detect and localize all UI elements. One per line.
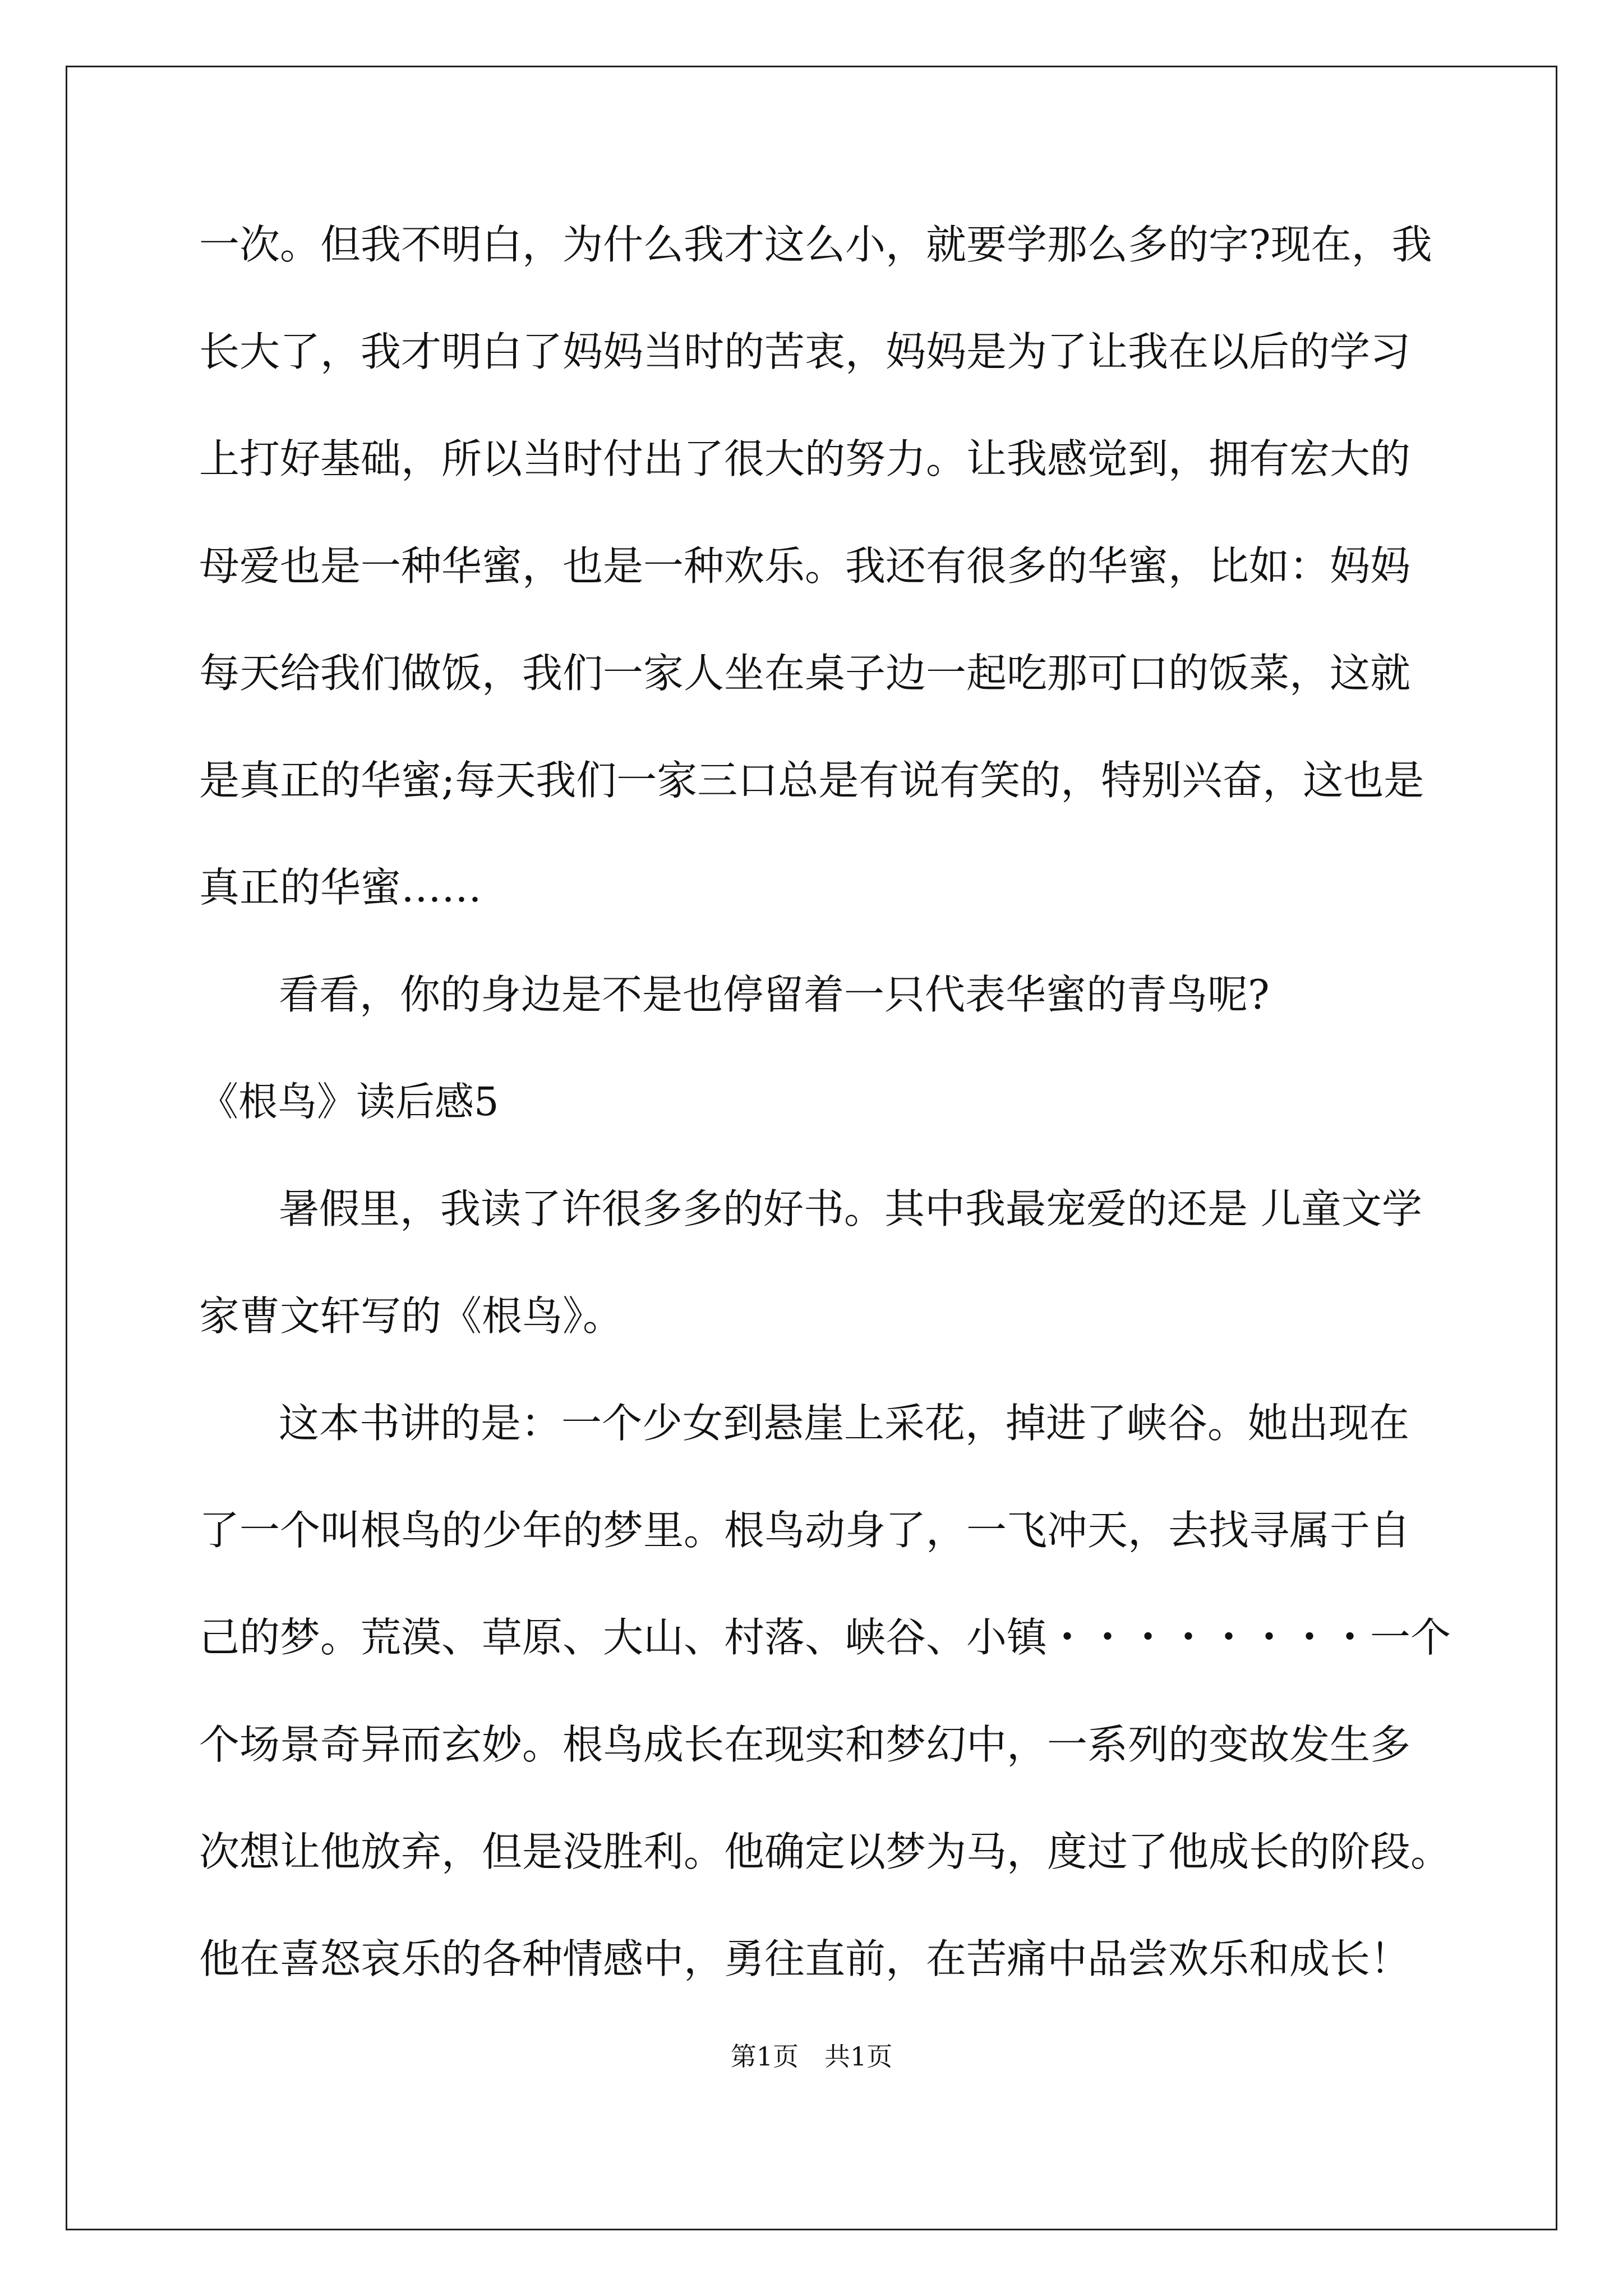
paragraph-line: 是真正的华蜜;每天我们一家三口总是有说有笑的，特别兴奋，这也是	[199, 757, 1424, 804]
paragraph-line: 己的梦。荒漠、草原、大山、村落、峡谷、小镇・・・・・・・・一个	[199, 1614, 1451, 1661]
paragraph-line: 上打好基础，所以当时付出了很大的努力。让我感觉到，拥有宏大的	[199, 435, 1411, 482]
paragraph-line: 个场景奇异而玄妙。根鸟成长在现实和梦幻中，一系列的变故发生多	[199, 1721, 1411, 1768]
section-heading: 《根鸟》读后感5	[199, 1079, 499, 1125]
page-number-total: 共1页	[824, 2041, 893, 2072]
paragraph-line: 母爱也是一种华蜜，也是一种欢乐。我还有很多的华蜜，比如：妈妈	[199, 542, 1411, 590]
page-number-current: 第1页	[730, 2041, 799, 2072]
page-border	[66, 66, 1557, 2230]
paragraph-line: 暑假里，我读了许很多多的好书。其中我最宠爱的还是 儿童文学	[279, 1185, 1422, 1232]
paragraph-line: 真正的华蜜……	[199, 864, 482, 911]
paragraph-line: 家曹文轩写的《根鸟》。	[199, 1292, 624, 1340]
paragraph-line: 次想让他放弃，但是没胜利。他确定以梦为马，度过了他成长的阶段。	[199, 1828, 1451, 1875]
page-footer	[0, 2040, 1623, 2073]
paragraph-line: 他在喜怒哀乐的各种情感中，勇往直前，在苦痛中品尝欢乐和成长！	[199, 1935, 1411, 1982]
paragraph-line: 长大了，我才明白了妈妈当时的苦衷，妈妈是为了让我在以后的学习	[199, 328, 1411, 375]
paragraph-line: 每天给我们做饭，我们一家人坐在桌子边一起吃那可口的饭菜，这就	[199, 650, 1411, 697]
paragraph-line: 了一个叫根鸟的少年的梦里。根鸟动身了，一飞冲天，去找寻属于自	[199, 1507, 1411, 1554]
paragraph-line: 一次。但我不明白，为什么我才这么小，就要学那么多的字?现在，我	[199, 221, 1432, 268]
paragraph-line: 看看，你的身边是不是也停留着一只代表华蜜的青鸟呢?	[279, 971, 1270, 1018]
paragraph-line: 这本书讲的是：一个少女到悬崖上采花，掉进了峡谷。她出现在	[279, 1400, 1410, 1447]
